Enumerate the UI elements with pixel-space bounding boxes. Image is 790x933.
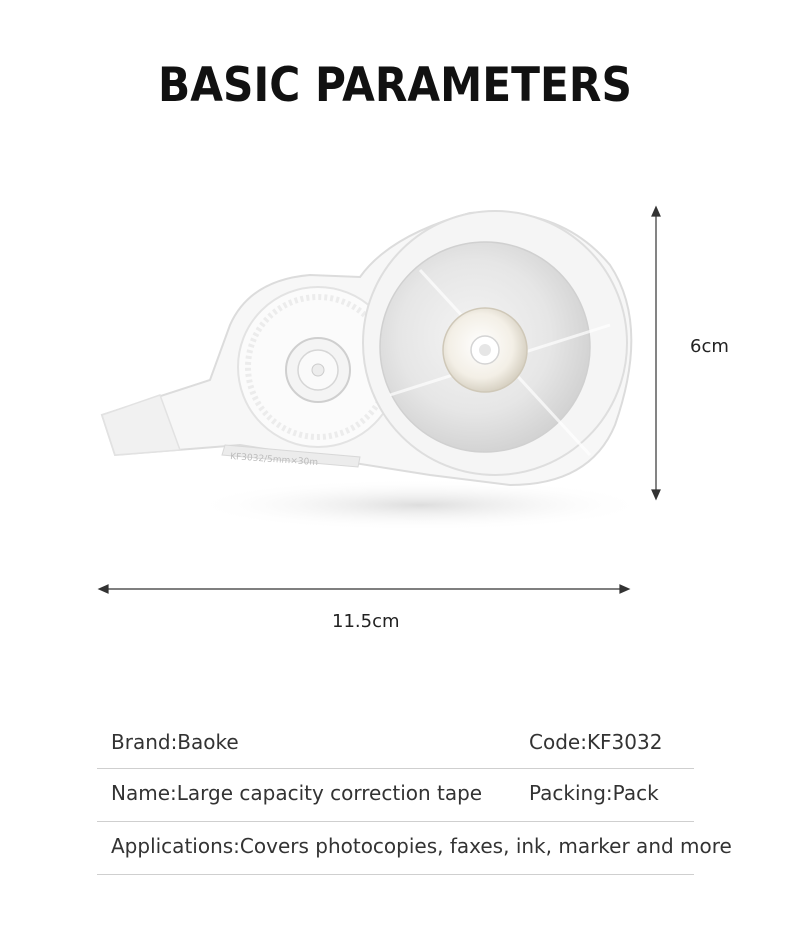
height-dimension-label: 6cm xyxy=(690,336,729,357)
correction-tape-image xyxy=(90,195,650,545)
width-arrow xyxy=(99,585,629,593)
height-arrow xyxy=(652,207,660,499)
applications-value: Applications:Covers photocopies, faxes, ink, marker and more xyxy=(111,834,732,858)
brand-value: Brand:Baoke xyxy=(111,730,239,754)
printed-model-text: KF3032/5mm×30m xyxy=(229,452,319,469)
packing-value: Packing:Pack xyxy=(529,781,659,805)
code-value: Code:KF3032 xyxy=(529,730,663,754)
spec-row xyxy=(97,769,694,822)
width-dimension-label: 11.5cm xyxy=(332,611,400,632)
spec-row xyxy=(97,718,694,769)
page-title: BASIC PARAMETERS xyxy=(158,58,632,113)
spec-row xyxy=(97,822,732,875)
spec-table xyxy=(97,718,732,875)
name-value: Name:Large capacity correction tape xyxy=(111,781,483,805)
